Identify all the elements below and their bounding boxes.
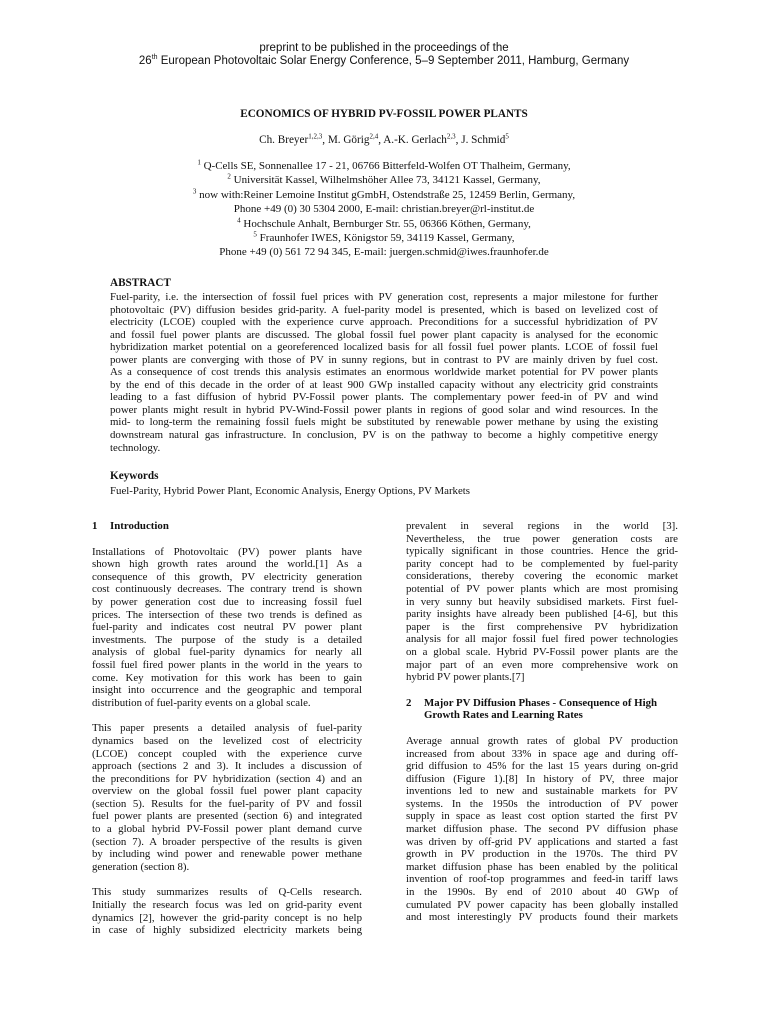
- right-column: [406, 520, 678, 924]
- paragraph: [92, 722, 362, 873]
- affiliation-text: Phone +49 (0) 30 5304 2000, E-mail: christian.breyer@rl-institut.de: [233, 203, 535, 216]
- affiliation-mark: 2: [227, 172, 231, 181]
- text-line: to a global hybrid PV-Fossil power plant demand curve: [92, 823, 362, 836]
- abstract-line: by the end of this decade in the order of at least 900 GWp installed capacity without any electricity grid constraints: [110, 378, 658, 391]
- text-line: (section 7). A broader perspective of the results is given: [92, 835, 362, 848]
- text-line: in the 1990s. By end of 2010 about 40 GWp of: [406, 886, 678, 899]
- author-name: Ch. Breyer: [259, 134, 309, 146]
- text-line: in very sunny but heavily subsidised markets. First fuel-: [406, 595, 678, 608]
- text-line: hybrid PV power plants.[7]: [406, 671, 525, 684]
- text-line: insight into occurrence and the geographic and temporal: [92, 684, 362, 697]
- text-line: fossil fuel fired power plants in the world in the years to: [92, 658, 362, 671]
- abstract-line: power plants are converging with those of PV in sunny regions, but in contrast to PV are mainly driven by fuel cost.: [110, 353, 658, 366]
- text-line: generation (section 8).: [92, 860, 190, 873]
- conference-name: European Photovoltaic Solar Energy Conference, 5–9 September 2011, Hamburg, Germany: [157, 55, 630, 67]
- text-line: potential of PV power plants which are most promising: [406, 582, 678, 595]
- affiliation-text: Phone +49 (0) 561 72 94 345, E-mail: juergen.schmid@iwes.fraunhofer.de: [219, 246, 549, 259]
- text-line: This study summarizes results of Q-Cells research.: [92, 886, 362, 899]
- text-line: approach (sections 2 and 3). It includes a discussion of: [92, 760, 362, 773]
- affiliation-line: [0, 231, 768, 245]
- affiliation-line: [0, 202, 768, 216]
- abstract-line: photovoltaic (PV) diffusion besides grid-parity. A fuel-parity model is presented, which is based on levelized cost of: [110, 303, 658, 316]
- text-line: (section 5). Results for the fuel-parity of PV and fossil: [92, 797, 362, 810]
- abstract-line: and fossil fuel power plants are discussed. The global fossil fuel power plant capacity is analysed for the economic: [110, 328, 658, 341]
- abstract-line: hybridization market potential on a georeferenced localized basis for all fossil fuel power plants. LCOE of fossil fuel: [110, 341, 658, 354]
- text-line: analysis of global fuel-parity dynamics for nearly all: [92, 646, 362, 659]
- keywords-text: Fuel-Parity, Hybrid Power Plant, Economic Analysis, Energy Options, PV Markets: [110, 485, 471, 497]
- abstract-line: mid- to long-term the remaining fossil fuels might be substituted by renewable power methane by using the existing: [110, 416, 658, 429]
- abstract-line: As a consequence of cost trends this analysis estimates an enormous worldwide market potential for PV power plants: [110, 366, 658, 379]
- paragraph: [92, 886, 362, 936]
- text-line: considerations, thereby covering the economic market: [406, 570, 678, 583]
- text-line: increased from about 33% in space age and during off-: [406, 747, 678, 760]
- text-line: invention of roof-top programmes and feed-in tariff laws: [406, 873, 678, 886]
- text-line: grid diffusion to 45% for the last 15 years during on-grid: [406, 760, 678, 773]
- affiliation-line: [0, 245, 768, 259]
- text-line: come. Key motivation for this work has been to gain: [92, 671, 362, 684]
- text-line: cumulated PV power capacity has been globally installed: [406, 898, 678, 911]
- section-2-heading-cont: [406, 709, 678, 722]
- text-line: (LCOE) concept coupled with the experience curve: [92, 747, 362, 760]
- author-affiliation-marks: 2,4: [369, 132, 379, 141]
- text-line: Installations of Photovoltaic (PV) power plants have: [92, 545, 362, 558]
- abstract-body: [110, 291, 658, 454]
- affiliation-mark: 3: [192, 187, 197, 196]
- section-number: 1: [92, 520, 98, 532]
- text-line: overview on the global fossil fuel power plant capacity: [92, 785, 362, 798]
- abstract-heading: ABSTRACT: [110, 277, 171, 289]
- text-line: supply in space as least cost option started the first PV: [406, 810, 678, 823]
- affiliation-text: Q-Cells SE, Sonnenallee 17 - 21, 06766 Bitterfeld-Wolfen OT Thalheim, Germany,: [200, 160, 571, 172]
- text-line: systems. In the 1950s the introduction of PV power: [406, 797, 678, 810]
- affiliations: [0, 159, 768, 260]
- affiliation-text: now with:Reiner Lemoine Institut gGmbH, Ostendstraße 25, 12459 Berlin, Germany,: [196, 188, 576, 201]
- text-line: the preconditions for PV hybridization (section 4) and an: [92, 772, 362, 785]
- section-number: 2: [406, 696, 412, 709]
- text-line: dynamics based on the levelized cost of electricity: [92, 734, 362, 747]
- text-line: major part of an even more comprehensive work on: [406, 658, 678, 671]
- keywords-heading: Keywords: [110, 470, 159, 482]
- author-list: Ch. Breyer$^{1,2,3}$, M. Görig$^{2,4}$, A.-K. Gerlach$^{2,3}$, J. Schmid$^5$: [259, 132, 509, 146]
- section-title: Introduction: [110, 520, 169, 532]
- text-line: paper is the first comprehensive PV hybridization: [406, 620, 678, 633]
- text-line: by including wind power and renewable power methane: [92, 848, 362, 861]
- abstract-line: downstream natural gas infrastructure. In conclusion, PV is on the pathway to become a highly competitive energy: [110, 429, 658, 442]
- author-name: A.-K. Gerlach: [383, 134, 447, 146]
- text-line: fuel power plants are presented (section 6) and integrated: [92, 810, 362, 823]
- text-line: by power generation cost due to increasing fossil fuel: [92, 595, 362, 608]
- section-1-heading: [92, 520, 362, 533]
- text-line: Nevertheless, the true power generation costs are: [406, 532, 678, 545]
- affiliation-text: Fraunhofer IWES, Königstor 59, 34119 Kassel, Germany,: [256, 232, 515, 245]
- text-line: dynamics [2], however the grid-parity concept is no help: [92, 911, 362, 924]
- text-line: parity concept had to be complemented by fuel-parity: [406, 557, 678, 570]
- affiliation-line: [0, 188, 768, 202]
- affiliation-line: [0, 173, 768, 187]
- author-name: M. Görig: [327, 134, 370, 146]
- section-2-body: [406, 735, 678, 924]
- paragraph: [92, 546, 362, 710]
- edition-number: 26: [138, 55, 152, 67]
- text-line: investments. The purpose of the study is a detailed: [92, 633, 362, 646]
- author-affiliation-marks: 5: [505, 132, 509, 141]
- text-line: parity insights have already been published [4-6], but this: [406, 608, 678, 621]
- text-line: cost continuously decreases. The contrary trend is shown: [92, 583, 362, 596]
- abstract-line: Fuel-parity, i.e. the intersection of fossil fuel prices with PV generation cost, represents a major milestone for further: [110, 291, 658, 303]
- text-line: market diffusion phase. The second PV diffusion phase: [406, 823, 678, 836]
- text-line: This paper presents a detailed analysis of fuel-parity: [92, 722, 362, 735]
- text-line: on a global scale. Hybrid PV-Fossil power plants are the: [406, 645, 678, 658]
- text-line: prevalent in several regions in the world [3].: [406, 520, 678, 532]
- intro-continuation: [406, 520, 678, 684]
- text-line: market diffusion phase has been enabled by the political: [406, 860, 678, 873]
- text-line: distribution of fuel-parity events on a global scale.: [92, 696, 311, 709]
- text-line: Initially the research focus was led on grid-parity event: [92, 899, 362, 912]
- abstract-line: leading to a fast diffusion of hybrid PV-Fossil power plants. The complementary power feed-in of PV and wind: [110, 391, 658, 404]
- paper-title: ECONOMICS OF HYBRID PV-FOSSIL POWER PLANTS: [240, 108, 528, 120]
- text-line: consequence of this growth, PV electricity generation: [92, 570, 362, 583]
- abstract-line: power plants might result in hybrid PV-Wind-Fossil power plants in regions of good solar and wind resources. In the: [110, 403, 658, 416]
- conference-note-line1: preprint to be published in the proceedings of the: [259, 42, 509, 54]
- affiliation-mark: 5: [253, 230, 257, 239]
- conference-note-line2: [0, 55, 768, 67]
- text-line: inventions led to new and sustainable markets for PV: [406, 785, 678, 798]
- text-line: fuel-parity and indicates cost neutral PV power plant: [92, 621, 362, 634]
- text-line: analysis for all major fossil fuel fired power technologies: [406, 633, 678, 646]
- section-title-line2: Growth Rates and Learning Rates: [424, 709, 583, 722]
- section-1-body: [92, 546, 362, 937]
- left-column: [92, 520, 362, 950]
- text-line: in case of highly subsidized electricity markets being: [92, 924, 362, 937]
- author-affiliation-marks: 2,3: [446, 132, 456, 141]
- edition-suffix: th: [151, 54, 158, 62]
- abstract-line: electricity (LCOE) coupled with the experience curve approach. Preconditions for a successful hybridization of PV: [110, 316, 658, 329]
- section-2-heading: [406, 697, 678, 710]
- affiliation-text: Hochschule Anhalt, Bernburger Str. 55, 06366 Köthen, Germany,: [240, 217, 531, 230]
- text-line: was driven by off-grid PV applications and started a fast: [406, 835, 678, 848]
- affiliation-line: [0, 159, 768, 173]
- abstract-line: technology.: [110, 441, 161, 454]
- author-affiliation-marks: 1,2,3: [308, 132, 323, 141]
- text-line: and most interestingly PV products found their markets: [406, 911, 678, 924]
- text-line: growth in PV production in the 1970s. The third PV: [406, 848, 678, 861]
- text-line: Average annual growth rates of global PV production: [406, 734, 678, 747]
- text-line: shown high growth rates around the world.[1] As a: [92, 558, 362, 571]
- affiliation-text: Universität Kassel, Wilhelmshöher Allee 73, 34121 Kassel, Germany,: [230, 174, 541, 187]
- text-line: diffusion (Figure 1).[8] In history of PV, three major: [406, 772, 678, 785]
- affiliation-line: [0, 217, 768, 231]
- author-name: J. Schmid: [461, 134, 506, 146]
- text-line: prices. The intersection of these two trends is defined as: [92, 608, 362, 621]
- affiliation-mark: 1: [197, 158, 201, 167]
- text-line: typically significant in those countries. Hence the grid-: [406, 545, 678, 558]
- section-title-line1: Major PV Diffusion Phases - Consequence of High: [424, 696, 658, 709]
- affiliation-mark: 4: [237, 215, 241, 224]
